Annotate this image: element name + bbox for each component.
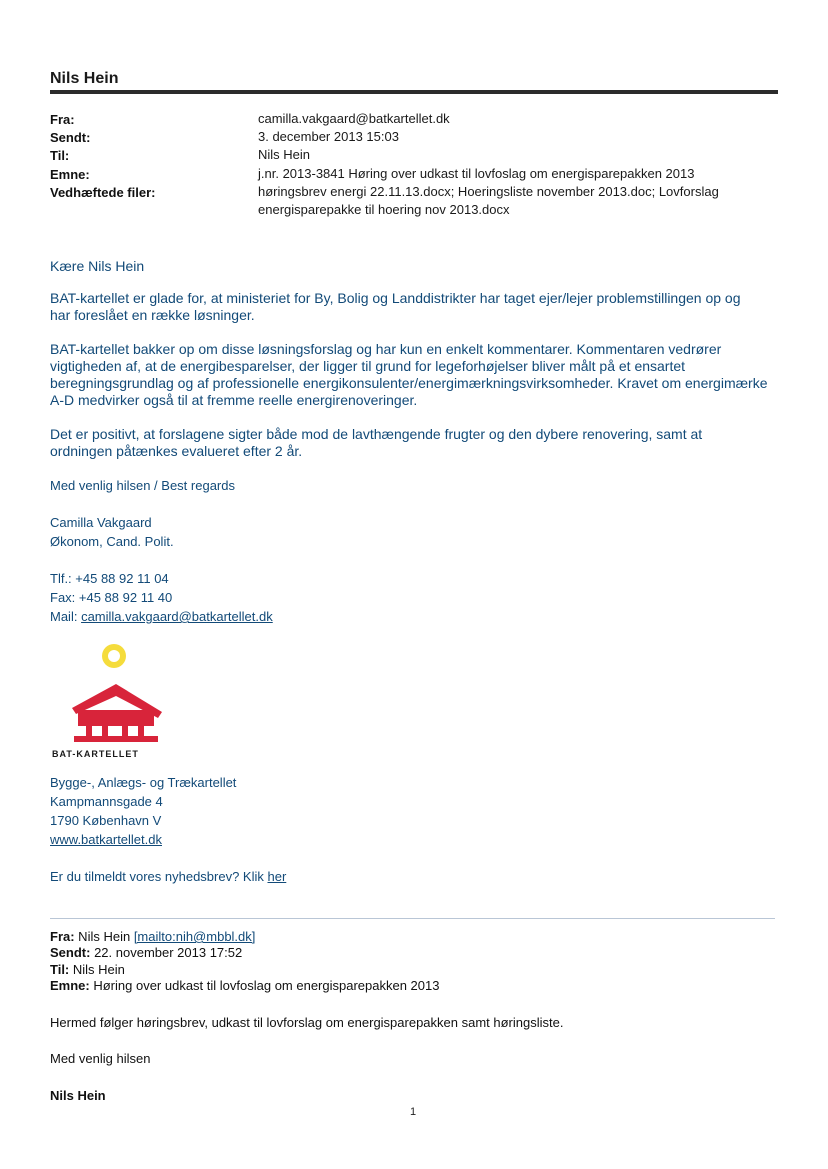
signature-phone: Tlf.: +45 88 92 11 04: [50, 571, 169, 586]
mail-label: Mail:: [50, 609, 82, 624]
mail-link[interactable]: camilla.vakgaard@batkartellet.dk: [81, 609, 273, 624]
sent-value: 3. december 2013 15:03: [258, 129, 399, 144]
quoted-from-name: Nils Hein: [74, 929, 134, 944]
org-city: 1790 København V: [50, 813, 162, 828]
paragraph-1: BAT-kartellet er glade for, at ministeriet for By, Bolig og Landdistrikter har taget ejer/lejer problemstillingen op og har foreslået en række løsninger.: [50, 290, 741, 323]
paragraph-2: BAT-kartellet bakker op om disse løsningsforslag og har kun en enkelt kommentarer. Kommentaren vedrører vigtigheden af, at de energibesparelser, der ligger til grund for legeforhøjelser bliver målt på et ensartet beregningsgrundlag og af professionelle energikonsulenter/energimærkningsvirksomheder. Kravet om energimærke A-D medvirker også til at fremme reelle energirenoveringer.: [50, 341, 768, 408]
newsletter-text: Er du tilmeldt vores nyhedsbrev? Klik: [50, 869, 268, 884]
greeting: Kære Nils Hein: [50, 258, 145, 274]
regards: Med venlig hilsen / Best regards: [50, 478, 235, 493]
quoted-from-label: Fra:: [50, 929, 75, 944]
sent-label: Sendt:: [50, 130, 91, 145]
signature-role: Økonom, Cand. Polit.: [50, 534, 174, 549]
paragraph-3: Det er positivt, at forslagene sigter både mod de lavthængende frugter og den dybere renovering, samt at ordningen påtænkes evalueret efter 2 år.: [50, 426, 703, 459]
signature-fax: Fax: +45 88 92 11 40: [50, 590, 173, 605]
attachments-value: høringsbrev energi 22.11.13.docx; Hoeringsliste november 2013.doc; Lovforslag energisparepakke til hoering nov 2013.docx: [258, 184, 719, 217]
to-label: Til:: [50, 148, 70, 163]
quoted-sent: [50, 945, 242, 961]
bat-kartellet-logo: [66, 640, 176, 765]
attachments-label: Vedhæftede filer:: [50, 185, 156, 200]
quoted-sent-value: 22. november 2013 17:52: [90, 945, 243, 960]
subject-value: j.nr. 2013-3841 Høring over udkast til lovfoslag om energisparepakken 2013: [258, 166, 695, 181]
quoted-sent-label: Sendt:: [50, 945, 91, 960]
quoted-subject: [50, 978, 439, 994]
org-name: Bygge-, Anlægs- og Trækartellet: [50, 775, 237, 790]
quoted-to-value: Nils Hein: [69, 962, 125, 977]
website-link[interactable]: www.batkartellet.dk: [50, 832, 162, 847]
quoted-closing: Med venlig hilsen: [50, 1051, 151, 1066]
quoted-mailto-link[interactable]: [mailto:nih@mbbl.dk]: [133, 929, 256, 944]
quoted-body: Hermed følger høringsbrev, udkast til lovforslag om energisparepakken samt høringsliste.: [50, 1015, 564, 1030]
logo-text: BAT-KARTELLET: [52, 749, 139, 759]
page-number: 1: [410, 1106, 417, 1118]
newsletter-line: [50, 867, 286, 886]
signature-name: Camilla Vakgaard: [50, 515, 152, 530]
newsletter-link[interactable]: her: [267, 869, 287, 884]
quoted-signer: Nils Hein: [50, 1088, 106, 1103]
org-street: Kampmannsgade 4: [50, 794, 163, 809]
subject-label: Emne:: [50, 167, 90, 182]
quoted-subject-label: Emne:: [50, 978, 90, 993]
header-rule: [50, 90, 778, 94]
quote-divider: [50, 918, 775, 919]
from-value: camilla.vakgaard@batkartellet.dk: [258, 111, 450, 126]
quoted-subject-value: Høring over udkast til lovfoslag om energisparepakken 2013: [89, 978, 440, 993]
quoted-to-label: Til:: [50, 962, 70, 977]
from-label: Fra:: [50, 112, 75, 127]
page-title: Nils Hein: [50, 70, 119, 87]
quoted-from: [50, 929, 255, 945]
quoted-to: [50, 962, 125, 978]
signature-mail: [50, 607, 273, 626]
to-value: Nils Hein: [258, 147, 311, 162]
